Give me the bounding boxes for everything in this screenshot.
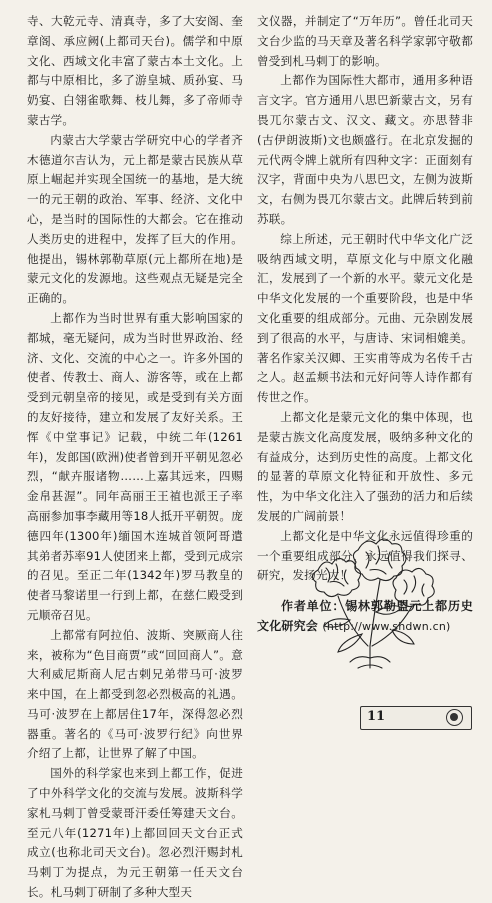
page-number: 11 xyxy=(367,709,386,724)
paragraph: 寺、大乾元寺、清真寺，多了大安阁、奎章阁、承应阙(上都司天台)。儒学和中原文化、西域文化丰富了蒙古本土文化。上都与中原相比，多了游皇城、质孙宴、马奶宴、白翎雀歌舞、枝儿舞，多了帝师寺蒙古学。 xyxy=(27,14,243,127)
paragraph: 国外的科学家也来到上都工作，促进了中外科学文化的交流与发展。波斯科学家札马剌丁曾受蒙哥汗委任筹建天文台。至元八年(1271年)上都回回天文台正式成立(也称北司天文台)。忽必烈汗赐封札马剌丁为提点，为元王朝第一任天文台长。札马剌丁研制了多种大型天 xyxy=(27,766,243,900)
paragraph: 综上所述，元王朝时代中华文化广泛吸纳西域文明，草原文化与中原文化融汇，发展到了一个新的水平。蒙元文化是中华文化发展的一个重要阶段，也是中华文化重要的组成部分。元曲、元杂剧发展到了很高的水平，与唐诗、宋词相媲美。著名作家关汉卿、王实甫等成为名传千古之人。赵孟𫖯书法和元好问等人诗作都有传世之作。 xyxy=(257,231,473,405)
left-text-column xyxy=(27,12,243,903)
paragraph: 上都作为国际性大都市，通用多种语言文字。官方通用八思巴新蒙古文，另有畏兀尔蒙古文、汉文、藏文。亦思替非(古伊朗波斯)文也颇盛行。在北京发掘的元代两令牌上就所有四种文字：正面刻有汉字，背面中央为八思巴文，左侧为波斯文，右侧为畏兀尔蒙古文。此牌后转到前苏联。 xyxy=(257,73,473,226)
paragraph: 上都文化是中华文化永远值得珍重的一个重要组成部分，永远值得我们探寻、研究，发扬光大！ xyxy=(257,528,473,583)
author-label: 作者单位：锡林郭勒盟元上都历史文化研究会 xyxy=(257,599,473,634)
magazine-logo-icon xyxy=(446,709,463,726)
author-url: (http://www.shdwn.cn) xyxy=(322,620,451,634)
paragraph: 内蒙古大学蒙古学研究中心的学者齐木德道尔吉认为，元上都是蒙古民族从草原上崛起并实现全国统一的基地，是大统一的元王朝的政治、军事、经济、文化中心，是当时的国际性的大都会。它在推动人类历史的进程中，发挥了巨大的作用。他提出，锡林郭勒草原(元上都所在地)是蒙元文化的发源地。这些观点无疑是完全正确的。 xyxy=(27,132,243,306)
page-footer xyxy=(360,706,472,730)
paragraph: 文仪器，并制定了“万年历”。曾任北司天文台少监的马天章及著名科学家郭守敬都曾受到札马剌丁的影响。 xyxy=(257,14,473,68)
carnation-flower-sketch xyxy=(300,530,440,680)
paragraph: 上都常有阿拉伯、波斯、突厥商人往来，被称为“色目商贾”或“回回商人”。意大利威尼斯商人尼古剌兄弟带马可·波罗来中国，在上都受到忽必烈极高的礼遇。马可·波罗在上都居住17年，深得忽必烈器重。著名的《马可·波罗行纪》向世界介绍了上都，让世界了解了中国。 xyxy=(27,627,243,761)
paragraph: 上都文化是蒙元文化的集中体现，也是蒙古族文化高度发展，吸纳多种文化的有益成分，达到历史性的高度。上都文化的显著的草原文化特征和开放性、多元性，为中华文化注入了强劲的活力和后续发展的广阔前景！ xyxy=(257,409,473,523)
paragraph: 上都作为当时世界有重大影响国家的都城，毫无疑问，成为当时世界政治、经济、文化、交流的中心之一。许多外国的使者、传教士、商人、游客等，或在上都受到元朝皇帝的接见，或是受到有关方面的友好接待，建立和发展了友好关系。王恽《中堂事记》记载，中统二年(1261年)，发郎国(欧洲)使者曾到开平朝见忽必烈，“献卉服诸物……上嘉其远来，四赐金帛甚渥”。同年高丽王王禃也派王子率高丽参加事李藏用等18人抵开平朝贺。庞德四年(1300年)缅国木连城首领阿哥遣其弟者苏率91人使团来上都，受到元成宗的召见。至正二年(1342年)罗马教皇的使者马黎诺里一行到上都，在慈仁殿受到元顺帝召见。 xyxy=(27,310,243,622)
